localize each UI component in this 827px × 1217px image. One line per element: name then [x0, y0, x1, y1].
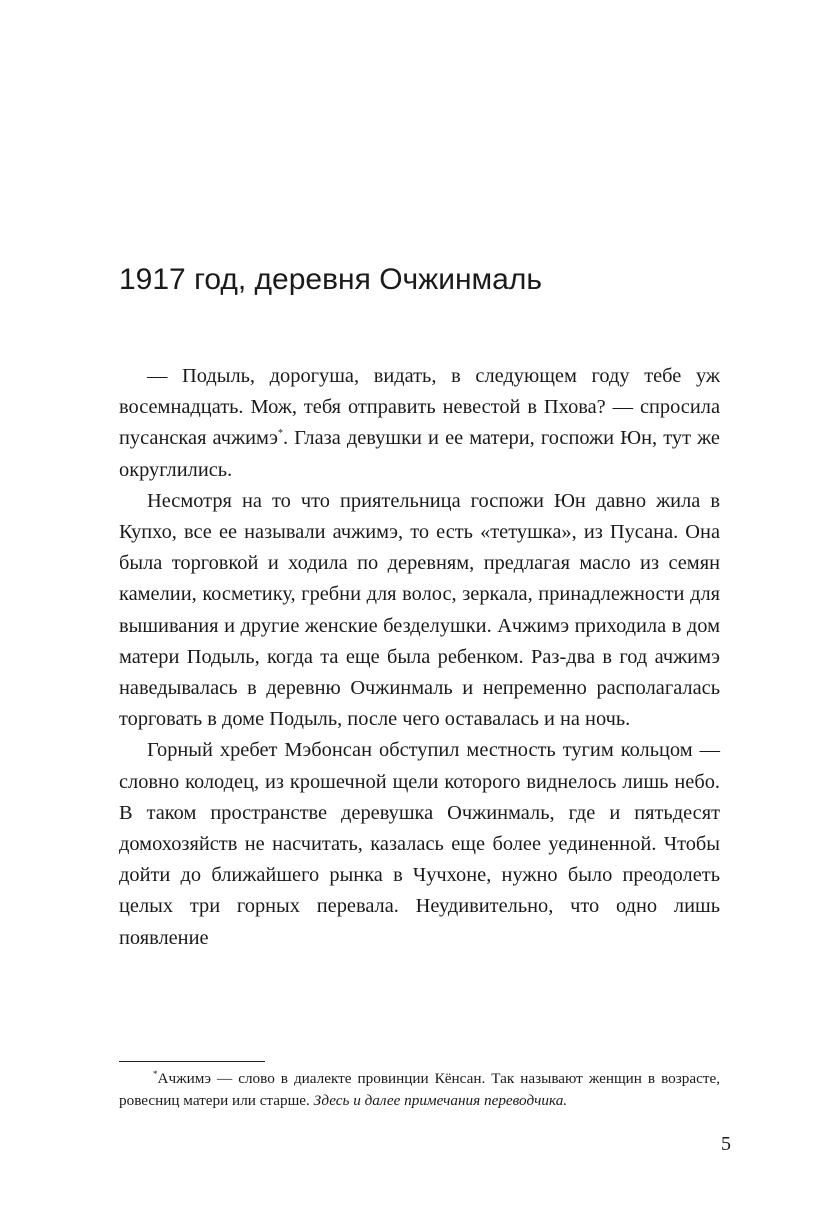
- paragraph-1-text-start: — Подыль, дорогуша, видать, в следующем году тебе уж восемнадцать. Мож, тебя отправить невестой в Пхова? — спросила пусанская ачжимэ: [119, 365, 720, 450]
- footnote-reference-mark[interactable]: *: [277, 428, 283, 440]
- paragraph-1-text-end: . Глаза девушки и ее матери, госпожи Юн, тут же округлились.: [119, 427, 720, 481]
- paragraph-1: [119, 361, 720, 486]
- paragraph-2: Несмотря на то что приятельница госпожи Юн давно жила в Купхо, все ее называли ачжимэ, то есть «тетушка», из Пусана. Она была торговкой и ходила по деревням, предлагая масло из семян камелии, косметику, гребни для волос, зеркала, принадлежности для вышивания и другие женские безделушки. Ачжимэ приходила в дом матери Подыль, когда та еще была ребенком. Раз-два в год ачжимэ наведывалась в деревню Очжинмаль и непременно располагалась торговать в доме Подыль, после чего оставалась и на ночь.: [119, 489, 720, 731]
- footnote-divider: [119, 1061, 265, 1062]
- page-number: 5: [721, 1133, 731, 1155]
- footnote-translator-note: Здесь и далее примечания переводчика.: [313, 1092, 568, 1109]
- footnote-mark: *: [153, 1068, 158, 1079]
- chapter-title: 1917 год, деревня Очжинмаль: [119, 263, 543, 296]
- paragraph-3: Горный хребет Мэбонсан обступил местность тугим кольцом — словно колодец, из крошечной щели которого виднелось лишь небо. В таком пространстве деревушка Очжинмаль, где и пятьдесят домохозяйств не насчитать, казалась еще более уединенной. Чтобы дойти до ближайшего рынка в Чучхоне, нужно было преодолеть целых три горных перевала. Неудивительно, что одно лишь появление: [119, 739, 720, 949]
- main-text: [119, 361, 720, 954]
- footnote-text: Ачжимэ — слово в диалекте провинции Кёнсан. Так называют женщин в возрасте, ровесниц матери или старше.: [119, 1070, 720, 1109]
- footnote: [119, 1068, 720, 1112]
